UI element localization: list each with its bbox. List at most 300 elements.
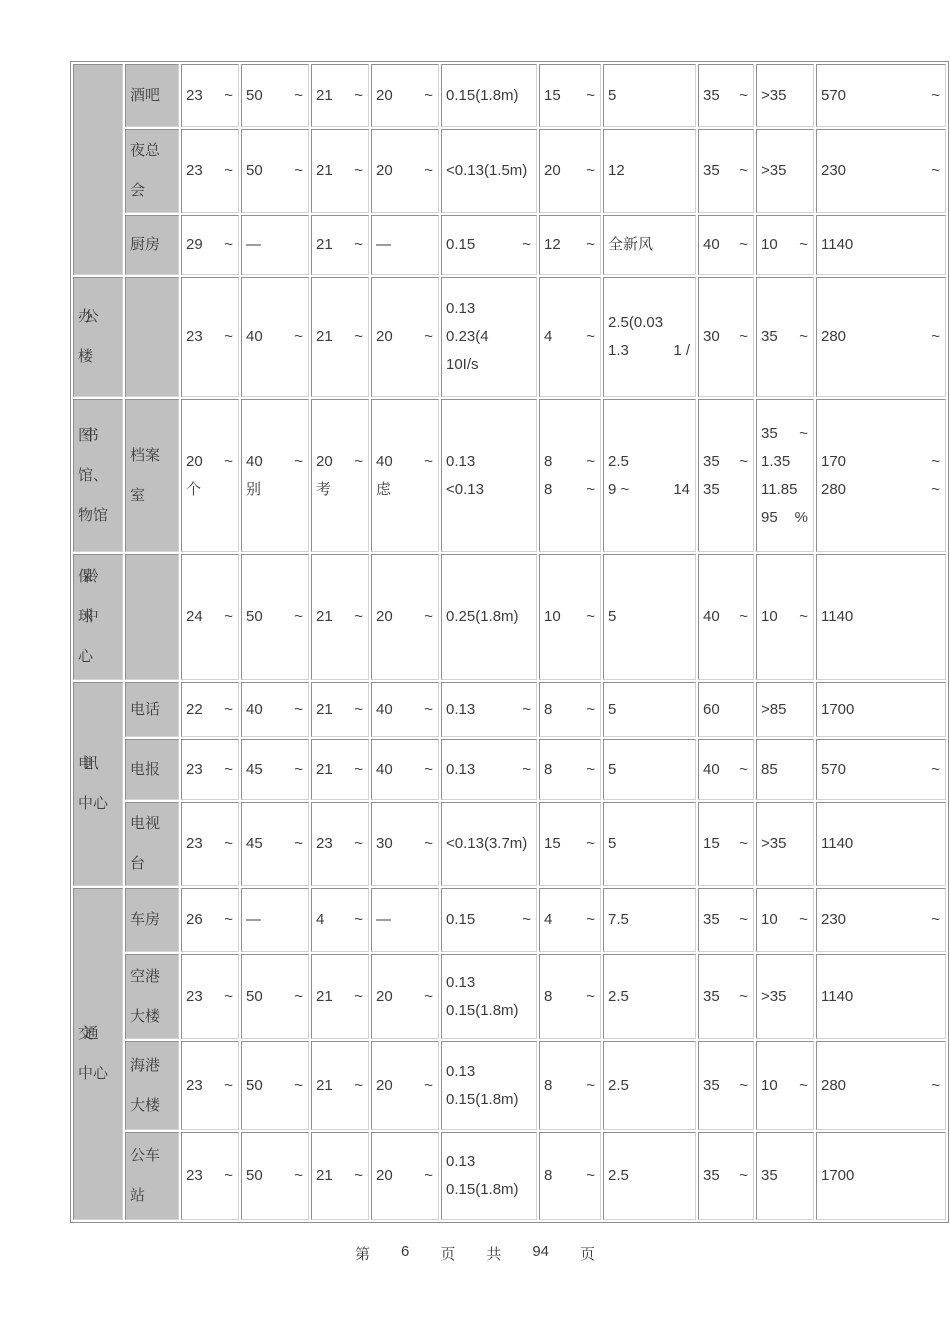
data-cell [181,277,239,397]
group-label: 图书 [78,426,90,444]
cell-range-tilde: ~ [354,608,363,625]
cell-range-tilde: ~ [354,1167,363,1184]
cell-value: 2.5 [608,987,629,1005]
data-cell [603,215,696,275]
cell-value: 40 [376,452,393,470]
data-cell [311,215,369,275]
data-cell [181,129,239,213]
cell-value: 5 [608,608,617,625]
data-cell [603,554,696,680]
data-cell [241,554,309,680]
cell-value: 30 [376,835,393,852]
cell-range-tilde: ~ [224,328,233,345]
cell-value: 10 [761,911,778,928]
data-cell [371,802,439,886]
data-cell [441,739,537,800]
data-cell [756,739,814,800]
cell-range-tilde: ~ [294,86,303,104]
cell-range-tilde: ~ [224,835,233,852]
cell-value: 1700 [821,700,855,718]
data-cell [371,399,439,552]
cell-value: 1700 [821,1167,855,1184]
cell-value: 12 [544,236,561,253]
cell-value: 60 [703,700,720,718]
data-cell [311,399,369,552]
cell-range-tilde: ~ [931,328,940,345]
group-label: 球中 [78,608,90,625]
data-cell [603,64,696,127]
cell-value: 35 [761,1167,778,1184]
data-cell [698,277,754,397]
cell-value: 21 [316,236,333,253]
cell-value: 40 [246,452,263,470]
data-cell [756,802,814,886]
cell-range-tilde: ~ [522,236,531,253]
cell-range-tilde: ~ [931,480,940,498]
table-row [73,64,946,127]
cell-range-tilde: ~ [799,1076,808,1094]
data-cell [371,954,439,1039]
row-header-cell [125,554,179,680]
data-cell [539,802,601,886]
data-cell [441,129,537,213]
footer-text: 第 [354,1246,370,1263]
data-cell [756,554,814,680]
data-cell [181,739,239,800]
table-row [73,954,946,1039]
data-cell [539,1132,601,1220]
cell-range-tilde: ~ [739,835,748,852]
cell-range-tilde: ~ [799,608,808,625]
data-cell [698,129,754,213]
cell-value: 个 [186,480,202,498]
cell-range-tilde: ~ [424,328,433,345]
cell-range-tilde: ~ [224,236,233,253]
cell-value: 20 [316,452,333,470]
row-header-cell: 电话 [125,682,179,737]
cell-range-tilde: ~ [586,608,595,625]
data-cell [371,1132,439,1220]
cell-range-tilde: ~ [739,760,748,778]
cell-range-tilde: ~ [354,1076,363,1094]
data-cell [603,1041,696,1130]
data-cell [371,554,439,680]
table-row [73,1132,946,1220]
data-cell [816,954,946,1039]
group-header-cell [73,682,123,886]
cell-range-tilde: ~ [424,608,433,625]
data-cell [181,215,239,275]
cell-range-tilde: ~ [586,86,595,104]
group-label: 心 [78,648,94,665]
cell-value: 35 [703,1076,720,1094]
cell-value: 0.13 [446,973,476,991]
cell-range-tilde: ~ [931,86,940,104]
cell-value: — [246,236,261,253]
cell-value: 230 [821,911,847,928]
cell-value: 50 [246,162,263,179]
cell-value: 20 [376,987,393,1005]
cell-range-tilde: ~ [424,162,433,179]
data-cell [698,682,754,737]
group-header-cell [73,64,123,275]
table-row [73,129,946,213]
cell-range-tilde: ~ [586,452,595,470]
cell-value: 20 [376,328,393,345]
cell-range-tilde: ~ [424,987,433,1005]
cell-range-tilde: ~ [354,700,363,718]
cell-value: 40 [703,236,720,253]
data-cell [441,1041,537,1130]
cell-value: 35 [703,987,720,1005]
cell-range-tilde: ~ [424,760,433,778]
group-label: 电讯 [78,755,90,772]
table-row [73,682,946,737]
cell-range-tilde: ~ [354,452,363,470]
cell-range-tilde: ~ [294,162,303,179]
cell-range-tilde: ~ [586,987,595,1005]
cell-range-tilde: ~ [931,162,940,179]
cell-value: 20 [544,162,561,179]
cell-value: >35 [761,835,787,852]
table-row [73,888,946,952]
cell-range-tilde: ~ [294,328,303,345]
data-cell [539,1041,601,1130]
cell-value: 考 [316,480,332,498]
group-label: 中心 [78,795,109,812]
cell-value: 23 [186,835,203,852]
data-cell [441,277,537,397]
data-cell [756,64,814,127]
cell-range-tilde: ~ [294,1167,303,1184]
footer-text: 共 [486,1246,502,1263]
data-cell [816,215,946,275]
data-cell [181,64,239,127]
table-row [73,554,946,680]
data-cell [603,129,696,213]
cell-range-tilde: ~ [224,86,233,104]
cell-value: 1.35 [761,452,791,470]
table-body [73,64,946,1220]
data-cell [371,277,439,397]
data-cell [756,399,814,552]
cell-value: 20 [376,162,393,179]
cell-range-tilde: ~ [739,1167,748,1184]
cell-range-tilde: ~ [931,760,940,778]
cell-value: 8 [544,760,553,778]
cell-value: 23 [316,835,333,852]
data-cell [756,1132,814,1220]
cell-range-tilde: ~ [586,1076,595,1094]
group-label: 办公 [78,308,90,325]
cell-value: 1140 [821,608,854,625]
cell-value: 2.5 [608,1167,629,1184]
cell-range-tilde: ~ [294,835,303,852]
group-label: 交通 [78,1025,90,1042]
data-cell [816,554,946,680]
data-cell [311,802,369,886]
cell-value: 12 [608,162,625,179]
cell-range-tilde: ~ [586,1167,595,1184]
cell-value: 0.13 [446,700,476,718]
cell-value: 22 [186,700,203,718]
data-cell [816,277,946,397]
group-header-cell [73,399,123,552]
data-cell [756,129,814,213]
cell-range-tilde: ~ [294,987,303,1005]
row-header-cell: 空港大楼 [125,954,179,1039]
cell-range-tilde: ~ [586,835,595,852]
cell-value: 21 [316,162,333,179]
cell-value: 0.13 [446,1062,476,1080]
data-cell [816,739,946,800]
data-cell [539,554,601,680]
table-row [73,399,946,552]
cell-value: 0.23(4 [446,328,489,345]
data-cell [441,1132,537,1220]
cell-value: 20 [186,452,203,470]
data-cell [539,277,601,397]
cell-range-tilde: ~ [931,911,940,928]
cell-range-tilde: ~ [586,700,595,718]
cell-value: 20 [376,1167,393,1184]
data-cell [241,129,309,213]
cell-value: 4 [316,911,325,928]
cell-range-tilde: ~ [522,760,531,778]
data-cell [241,1132,309,1220]
cell-value: 21 [316,760,333,778]
cell-range-tilde: ~ [354,162,363,179]
cell-value: 0.13 [446,1153,476,1170]
data-cell [539,215,601,275]
cell-value: 23 [186,1076,203,1094]
cell-value: 26 [186,911,203,928]
cell-value: 8 [544,452,553,470]
data-cell [311,554,369,680]
cell-range-tilde: ~ [224,760,233,778]
cell-range-tilde: % [794,508,808,526]
cell-value: 35 [703,162,720,179]
cell-value: 23 [186,162,203,179]
group-label: 馆、 [78,466,109,484]
cell-value: — [246,911,261,928]
cell-value: 4 [544,911,553,928]
cell-value: 23 [186,987,203,1005]
cell-value: 1.3 [608,342,629,359]
group-header-cell [73,888,123,1220]
data-cell [181,1132,239,1220]
footer-total-pages: 94 [532,1243,550,1260]
cell-value: 8 [544,1076,553,1094]
cell-range-tilde: ~ [522,700,531,718]
data-cell [816,399,946,552]
cell-value: 35 [703,480,720,498]
cell-value: 35 [703,86,720,104]
data-cell [698,554,754,680]
cell-value: 15 [544,86,561,104]
cell-range-tilde: ~ [931,452,940,470]
cell-value: 0.15 [446,911,476,928]
cell-range-tilde: 1 / [673,342,690,359]
data-cell [311,888,369,952]
cell-range-tilde: ~ [424,700,433,718]
cell-range-tilde: ~ [522,911,531,928]
data-cell [311,954,369,1039]
cell-range-tilde: ~ [424,1076,433,1094]
data-cell [603,277,696,397]
cell-value: 20 [376,86,393,104]
cell-range-tilde: ~ [224,608,233,625]
data-cell [371,739,439,800]
cell-value: 8 [544,700,553,718]
cell-range-tilde: ~ [739,911,748,928]
data-cell [698,888,754,952]
cell-value: 21 [316,1167,333,1184]
cell-value: 0.15(1.8m) [446,1181,519,1198]
cell-value: >35 [761,162,787,179]
cell-value: 23 [186,1167,203,1184]
cell-value: 别 [246,480,262,498]
table-row [73,277,946,397]
cell-range-tilde: ~ [294,760,303,778]
cell-value: 0.15(1.8m) [446,86,519,104]
data-cell [241,802,309,886]
cell-value: 15 [703,835,720,852]
cell-range-tilde: ~ [799,328,808,345]
cell-range-tilde: ~ [739,328,748,345]
cell-value: 2.5 [608,452,629,470]
table-row [73,739,946,800]
data-cell [441,802,537,886]
data-cell [371,888,439,952]
cell-range-tilde: ~ [224,911,233,928]
data-cell [756,682,814,737]
data-cell [311,739,369,800]
cell-value: 0.15(1.8m) [446,1001,519,1019]
cell-value: 30 [703,328,720,345]
data-cell [603,954,696,1039]
data-cell [539,954,601,1039]
data-cell [241,64,309,127]
cell-value: 21 [316,987,333,1005]
data-cell [241,739,309,800]
cell-value: 170 [821,452,847,470]
cell-range-tilde: ~ [354,236,363,253]
data-cell [603,682,696,737]
data-cell [756,954,814,1039]
cell-value: 280 [821,328,847,345]
cell-value: 20 [376,608,393,625]
cell-value: 23 [186,328,203,345]
cell-value: 8 [544,987,553,1005]
data-cell [311,682,369,737]
cell-range-tilde: ~ [354,86,363,104]
row-header-cell: 公车站 [125,1132,179,1220]
cell-value: 10 [544,608,561,625]
cell-value: 1140 [821,835,854,852]
data-cell [603,1132,696,1220]
data-cell [371,682,439,737]
cell-range-tilde: ~ [224,1167,233,1184]
row-header-cell: 车房 [125,888,179,952]
data-cell [311,129,369,213]
table-row [73,1041,946,1130]
cell-value: 4 [544,328,553,345]
cell-value: 11.85 [761,480,798,498]
table-row [73,215,946,275]
cell-value: 7.5 [608,911,629,928]
cell-value: 40 [376,760,393,778]
cell-value: 0.15 [446,236,476,253]
cell-value: 35 [703,911,720,928]
cell-value: 0.13 [446,300,476,317]
cell-value: 280 [821,480,847,498]
cell-value: 0.25(1.8m) [446,608,519,625]
data-cell [539,682,601,737]
cell-range-tilde: ~ [586,911,595,928]
cell-value: 21 [316,328,333,345]
data-cell [241,888,309,952]
cell-value: 10I/s [446,356,479,373]
cell-range-tilde: ~ [224,1076,233,1094]
data-cell [756,888,814,952]
cell-value: 全新风 [608,236,654,253]
cell-range-tilde: ~ [224,162,233,179]
cell-value: >35 [761,86,787,104]
cell-value: 40 [246,328,263,345]
cell-range-tilde: ~ [586,162,595,179]
cell-range-tilde: ~ [739,608,748,625]
cell-value: 95 [761,508,778,526]
cell-value: 23 [186,86,203,104]
data-cell [241,1041,309,1130]
data-cell [241,277,309,397]
cell-range-tilde: ~ [354,835,363,852]
cell-value: 8 [544,1167,553,1184]
data-cell [698,954,754,1039]
cell-value: 570 [821,86,847,104]
cell-value: 2.5(0.03 [608,314,664,331]
data-cell [698,399,754,552]
cell-value: 8 [544,480,553,498]
cell-value: 5 [608,86,617,104]
cell-value: 50 [246,987,263,1005]
data-cell [241,215,309,275]
cell-value: 20 [376,1076,393,1094]
cell-value: 35 [761,328,778,345]
cell-range-tilde: ~ [224,700,233,718]
data-cell [816,802,946,886]
data-cell [816,1132,946,1220]
cell-value: 280 [821,1076,847,1094]
data-cell [816,1041,946,1130]
cell-value: 0.13 [446,760,476,778]
cell-value: 21 [316,86,333,104]
cell-value: <0.13(3.7m) [446,835,528,852]
data-cell [539,64,601,127]
data-cell [698,802,754,886]
cell-range-tilde: ~ [586,328,595,345]
cell-value: 50 [246,86,263,104]
table-row [73,802,946,886]
cell-value: 5 [608,835,617,852]
cell-value: 21 [316,608,333,625]
data-cell [241,399,309,552]
data-cell [241,954,309,1039]
cell-range-tilde: ~ [424,86,433,104]
data-cell [311,1041,369,1130]
cell-value: 40 [376,700,393,718]
